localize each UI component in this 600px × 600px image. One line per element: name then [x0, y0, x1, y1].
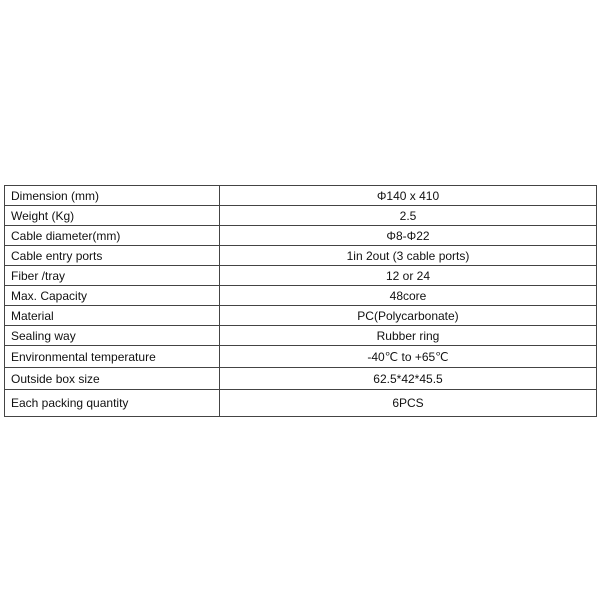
specification-table [4, 185, 597, 417]
spec-value-weight: 2.5 [220, 206, 597, 226]
spec-label-environmental-temperature: Environmental temperature [5, 346, 220, 368]
spec-value-cable-entry-ports: 1in 2out (3 cable ports) [220, 246, 597, 266]
table-row [5, 346, 597, 368]
table-row [5, 266, 597, 286]
spec-value-fiber-tray: 12 or 24 [220, 266, 597, 286]
spec-label-dimension: Dimension (mm) [5, 186, 220, 206]
spec-value-sealing-way: Rubber ring [220, 326, 597, 346]
spec-value-dimension: Φ140 x 410 [220, 186, 597, 206]
spec-label-sealing-way: Sealing way [5, 326, 220, 346]
spec-label-cable-entry-ports: Cable entry ports [5, 246, 220, 266]
spec-label-outside-box-size: Outside box size [5, 368, 220, 390]
table-row [5, 286, 597, 306]
table-row [5, 306, 597, 326]
spec-value-environmental-temperature: -40℃ to +65℃ [220, 346, 597, 368]
table-row [5, 226, 597, 246]
table-row [5, 206, 597, 226]
spec-label-fiber-tray: Fiber /tray [5, 266, 220, 286]
spec-label-weight: Weight (Kg) [5, 206, 220, 226]
spec-label-cable-diameter: Cable diameter(mm) [5, 226, 220, 246]
table-row [5, 246, 597, 266]
spec-value-material: PC(Polycarbonate) [220, 306, 597, 326]
spec-value-packing-quantity: 6PCS [220, 390, 597, 417]
spec-label-max-capacity: Max. Capacity [5, 286, 220, 306]
spec-label-packing-quantity: Each packing quantity [5, 390, 220, 417]
table-row [5, 390, 597, 417]
table-row [5, 326, 597, 346]
spec-value-max-capacity: 48core [220, 286, 597, 306]
spec-value-outside-box-size: 62.5*42*45.5 [220, 368, 597, 390]
spec-label-material: Material [5, 306, 220, 326]
spec-value-cable-diameter: Φ8-Φ22 [220, 226, 597, 246]
table-row [5, 368, 597, 390]
table-row [5, 186, 597, 206]
